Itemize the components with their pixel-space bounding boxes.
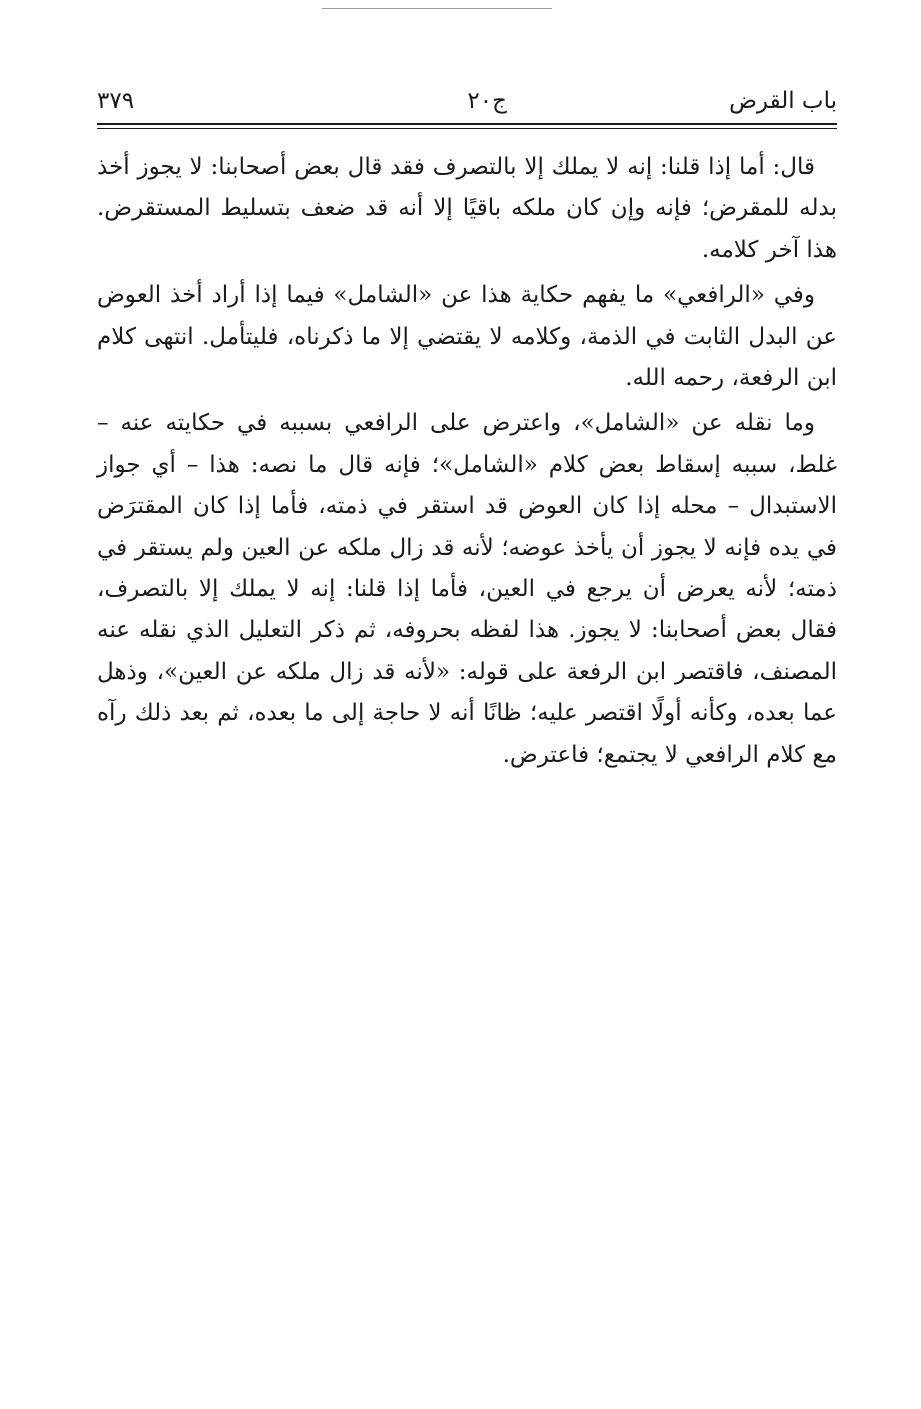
header-divider [97,123,837,129]
page-number: ٣٧٩ [97,88,135,114]
paragraph: قال: أما إذا قلنا: إنه لا يملك إلا بالتصرف فقد قال بعض أصحابنا: لا يجوز أخذ بدله للمقرض؛ فإنه وإن كان ملكه باقيًا إلا أنه قد ضعف بتسليط المستقرض. هذا آخر كلامه. [97,154,837,263]
page-header [97,83,837,119]
page-body [97,147,837,780]
paragraph: وما نقله عن «الشامل»، واعترض على الرافعي بسببه في حكايته عنه – غلط، سببه إسقاط بعض كلام «الشامل»؛ فإنه قال ما نصه: هذا – أي جواز الاستبدال – محله إذا كان العوض قد استقر في ذمته، فأما إذا كان المقترَض في يده فإنه لا يجوز أن يأخذ عوضه؛ لأنه قد زال ملكه عن العين ولم يستقر في ذمته؛ لأنه يعرض أن يرجع في العين، فأما إذا قلنا: إنه لا يملك إلا بالتصرف، فقال بعض أصحابنا: لا يجوز. هذا لفظه بحروفه، ثم ذكر التعليل الذي نقله عنه المصنف، فاقتصر ابن الرفعة على قوله: «لأنه قد زال ملكه عن العين»، وذهل عما بعده، وكأنه أولًا اقتصر عليه؛ ظانًا أنه لا حاجة إلى ما بعده، ثم بعد ذلك رآه مع كلام الرافعي لا يجتمع؛ فاعترض. [97,410,837,768]
volume-label: ج٢٠ [467,88,507,114]
top-edge-rule [322,8,552,9]
paragraph: وفي «الرافعي» ما يفهم حكاية هذا عن «الشامل» فيما إذا أراد أخذ العوض عن البدل الثابت في الذمة، وكلامه لا يقتضي إلا ما ذكرناه، فليتأمل. انتهى كلام ابن الرفعة، رحمه الله. [97,282,837,392]
running-title: باب القرض [729,88,837,114]
